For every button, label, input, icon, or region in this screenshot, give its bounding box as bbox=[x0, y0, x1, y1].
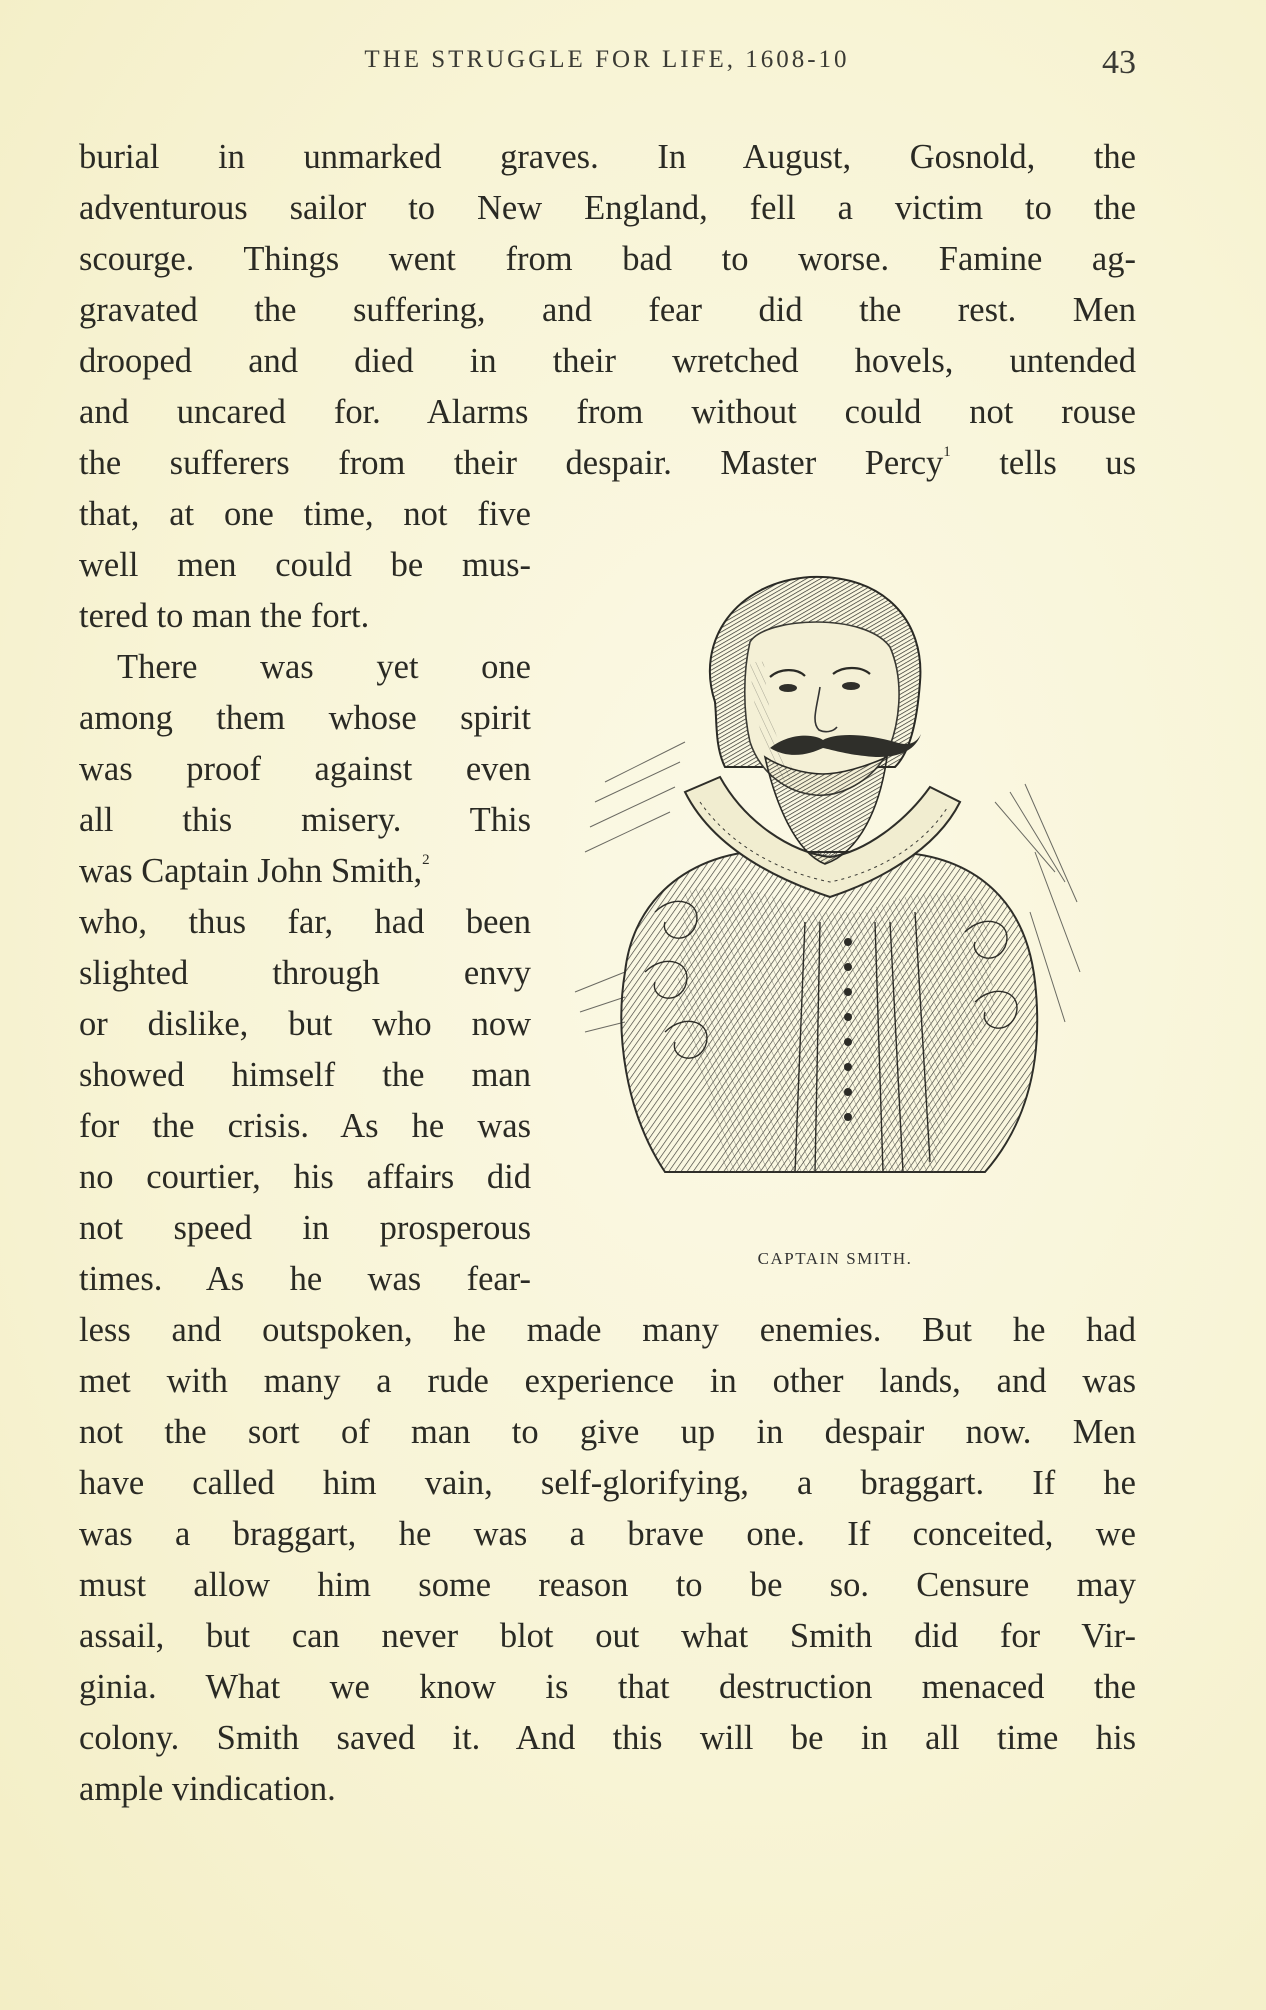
text-line-with-footnote bbox=[79, 846, 531, 897]
text-line: gravated the suffering, and fear did the rest. Men bbox=[79, 291, 1136, 329]
text-line: was a braggart, he was a brave one. If conceited, we bbox=[79, 1515, 1136, 1553]
text-line: adventurous sailor to New England, fell a victim to the bbox=[79, 189, 1136, 227]
text-line: scourge. Things went from bad to worse. Famine ag- bbox=[79, 240, 1136, 278]
text-fragment: was Captain John Smith, bbox=[79, 852, 423, 890]
text-line: less and outspoken, he made many enemies. But he had bbox=[79, 1311, 1136, 1349]
running-head: THE STRUGGLE FOR LIFE, 1608-10 bbox=[364, 46, 850, 73]
figure-caption: CAPTAIN SMITH. bbox=[757, 1249, 913, 1268]
text-line: among them whose spirit bbox=[79, 699, 531, 737]
engraved-portrait bbox=[565, 552, 1105, 1202]
text-line: ginia. What we know is that destruction menaced the bbox=[79, 1668, 1136, 1706]
text-line: There was yet one bbox=[117, 648, 531, 686]
text-line: or dislike, but who now bbox=[79, 1005, 531, 1043]
text-line: all this misery. This bbox=[79, 801, 531, 839]
text-line: tered to man the fort. bbox=[79, 597, 370, 635]
text-fragment: the sufferers from their despair. Master Percy bbox=[79, 444, 944, 482]
text-line: well men could be mus- bbox=[79, 546, 531, 584]
footnote-marker: 2 bbox=[422, 852, 430, 868]
text-line: who, thus far, had been bbox=[79, 903, 531, 941]
text-line-with-footnote bbox=[79, 438, 1136, 489]
text-line: that, at one time, not five bbox=[79, 495, 531, 533]
text-line: not the sort of man to give up in despair now. Men bbox=[79, 1413, 1136, 1451]
text-line: not speed in prosperous bbox=[79, 1209, 531, 1247]
text-line: showed himself the man bbox=[79, 1056, 531, 1094]
text-line: ample vindication. bbox=[79, 1770, 336, 1808]
text-line: colony. Smith saved it. And this will be in all time his bbox=[79, 1719, 1136, 1757]
text-line: assail, but can never blot out what Smith did for Vir- bbox=[79, 1617, 1136, 1655]
footnote-marker: 1 bbox=[943, 444, 951, 460]
text-line: drooped and died in their wretched hovels, untended bbox=[79, 342, 1136, 380]
text-line: slighted through envy bbox=[79, 954, 531, 992]
text-fragment: tells us bbox=[950, 444, 1136, 482]
text-line: have called him vain, self-glorifying, a braggart. If he bbox=[79, 1464, 1136, 1502]
text-line: was proof against even bbox=[79, 750, 531, 788]
text-line: for the crisis. As he was bbox=[79, 1107, 531, 1145]
portrait-figure bbox=[565, 552, 1105, 1268]
text-line: no courtier, his affairs did bbox=[79, 1158, 531, 1196]
text-line: must allow him some reason to be so. Censure may bbox=[79, 1566, 1136, 1604]
page-header bbox=[78, 44, 1136, 84]
text-line: and uncared for. Alarms from without could not rouse bbox=[79, 393, 1136, 431]
text-line: met with many a rude experience in other lands, and was bbox=[79, 1362, 1136, 1400]
page-number: 43 bbox=[1102, 44, 1136, 81]
text-line: burial in unmarked graves. In August, Gosnold, the bbox=[79, 138, 1136, 176]
text-line: times. As he was fear- bbox=[79, 1260, 531, 1298]
